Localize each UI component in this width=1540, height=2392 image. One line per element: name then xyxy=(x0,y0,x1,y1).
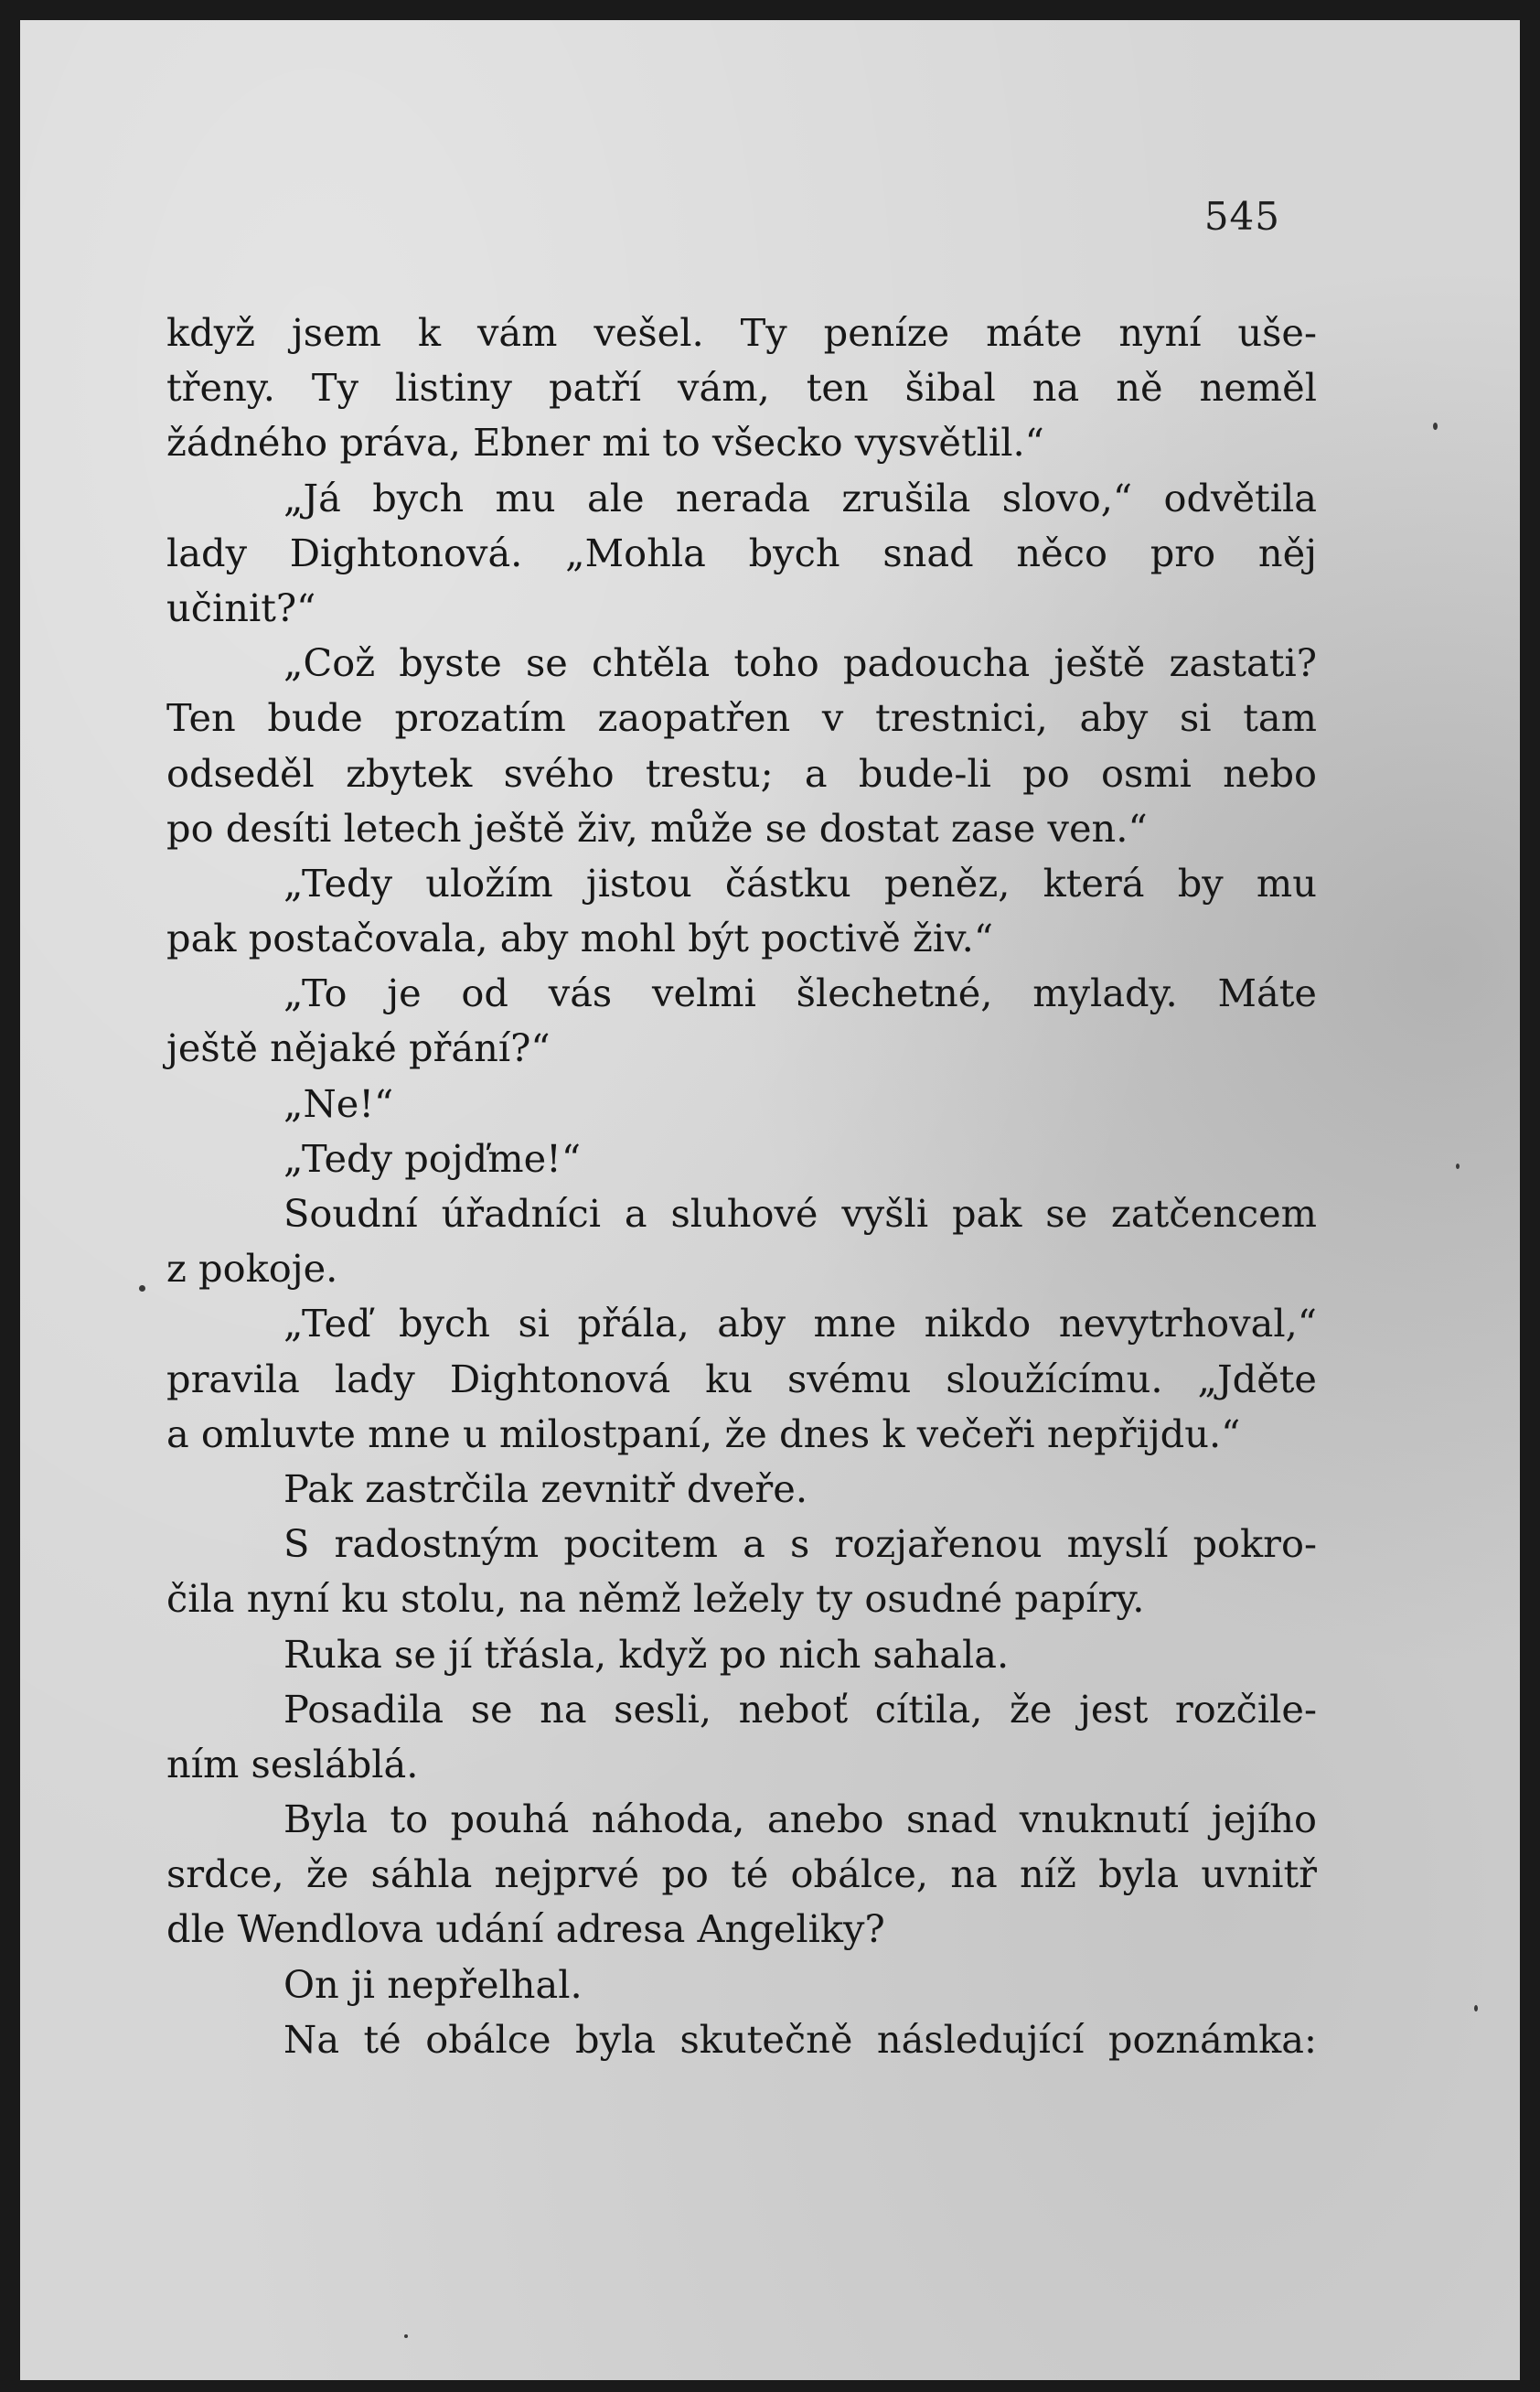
text-line: „To je od vás velmi šlechetné, mylady. Máte xyxy=(283,971,1317,1016)
text-line: Byla to pouhá náhoda, anebo snad vnuknutí jejího xyxy=(283,1797,1317,1842)
text-line: Ruka se jí třásla, když po nich sahala. xyxy=(283,1631,1010,1677)
text-line: z pokoje. xyxy=(166,1246,338,1292)
text-line: pravila lady Dightonová ku svému sloužícímu. „Jděte xyxy=(166,1356,1317,1401)
text-line: když jsem k vám vešel. Ty peníze máte nyní uše- xyxy=(166,310,1317,355)
text-line: „Tedy uložím jistou částku peněz, která by mu xyxy=(283,860,1317,906)
page-number: 545 xyxy=(1203,194,1280,239)
text-line: odseděl zbytek svého trestu; a bude-li po osmi nebo xyxy=(166,750,1317,796)
text-line: lady Dightonová. „Mohla bych snad něco pro něj xyxy=(166,530,1317,575)
scan-speck xyxy=(139,1285,145,1292)
text-line: „Ne!“ xyxy=(283,1080,394,1126)
body-text xyxy=(166,306,1317,2067)
book-page xyxy=(20,20,1520,2380)
scan-speck xyxy=(404,2334,408,2338)
text-line: „Tedy pojďme!“ xyxy=(283,1135,582,1181)
text-line: dle Wendlova udání adresa Angeliky? xyxy=(166,1906,885,1952)
text-line: Pak zastrčila zevnitř dveře. xyxy=(283,1465,808,1511)
text-line: Posadila se na sesli, neboť cítila, že jest rozčile- xyxy=(283,1686,1317,1732)
text-line: žádného práva, Ebner mi to všecko vysvětlil.“ xyxy=(166,420,1044,466)
text-line: ještě nějaké přání?“ xyxy=(166,1025,551,1071)
text-line: učinit?“ xyxy=(166,585,316,630)
text-line: třeny. Ty listiny patří vám, ten šibal na ně neměl xyxy=(166,365,1317,411)
text-line: S radostným pocitem a s rozjařenou myslí pokro- xyxy=(283,1521,1317,1567)
scan-speck xyxy=(1456,1164,1460,1169)
text-line: „Teď bych si přála, aby mne nikdo nevytrhoval,“ xyxy=(283,1301,1317,1346)
scan-speck xyxy=(1474,2005,1478,2011)
text-line: pak postačovala, aby mohl být poctivě živ.“ xyxy=(166,916,994,961)
text-line: srdce, že sáhla nejprvé po té obálce, na níž byla uvnitř xyxy=(166,1851,1317,1897)
text-line: Soudní úřadníci a sluhové vyšli pak se zatčencem xyxy=(283,1191,1317,1236)
text-line: Na té obálce byla skutečně následující poznámka: xyxy=(283,2016,1317,2062)
text-line: ním sesláblá. xyxy=(166,1741,419,1786)
scan-speck xyxy=(1433,423,1438,430)
text-line: po desíti letech ještě živ, může se dostat zase ven.“ xyxy=(166,805,1148,851)
text-line: „Já bych mu ale nerada zrušila slovo,“ odvětila xyxy=(283,475,1317,520)
text-line: „Což byste se chtěla toho padoucha ještě zastati? xyxy=(283,640,1317,686)
text-line: Ten bude prozatím zaopatřen v trestnici, aby si tam xyxy=(166,695,1317,741)
text-line: čila nyní ku stolu, na němž ležely ty osudné papíry. xyxy=(166,1576,1145,1622)
text-line: a omluvte mne u milostpaní, že dnes k večeři nepřijdu.“ xyxy=(166,1411,1241,1456)
text-line: On ji nepřelhal. xyxy=(283,1961,583,2007)
